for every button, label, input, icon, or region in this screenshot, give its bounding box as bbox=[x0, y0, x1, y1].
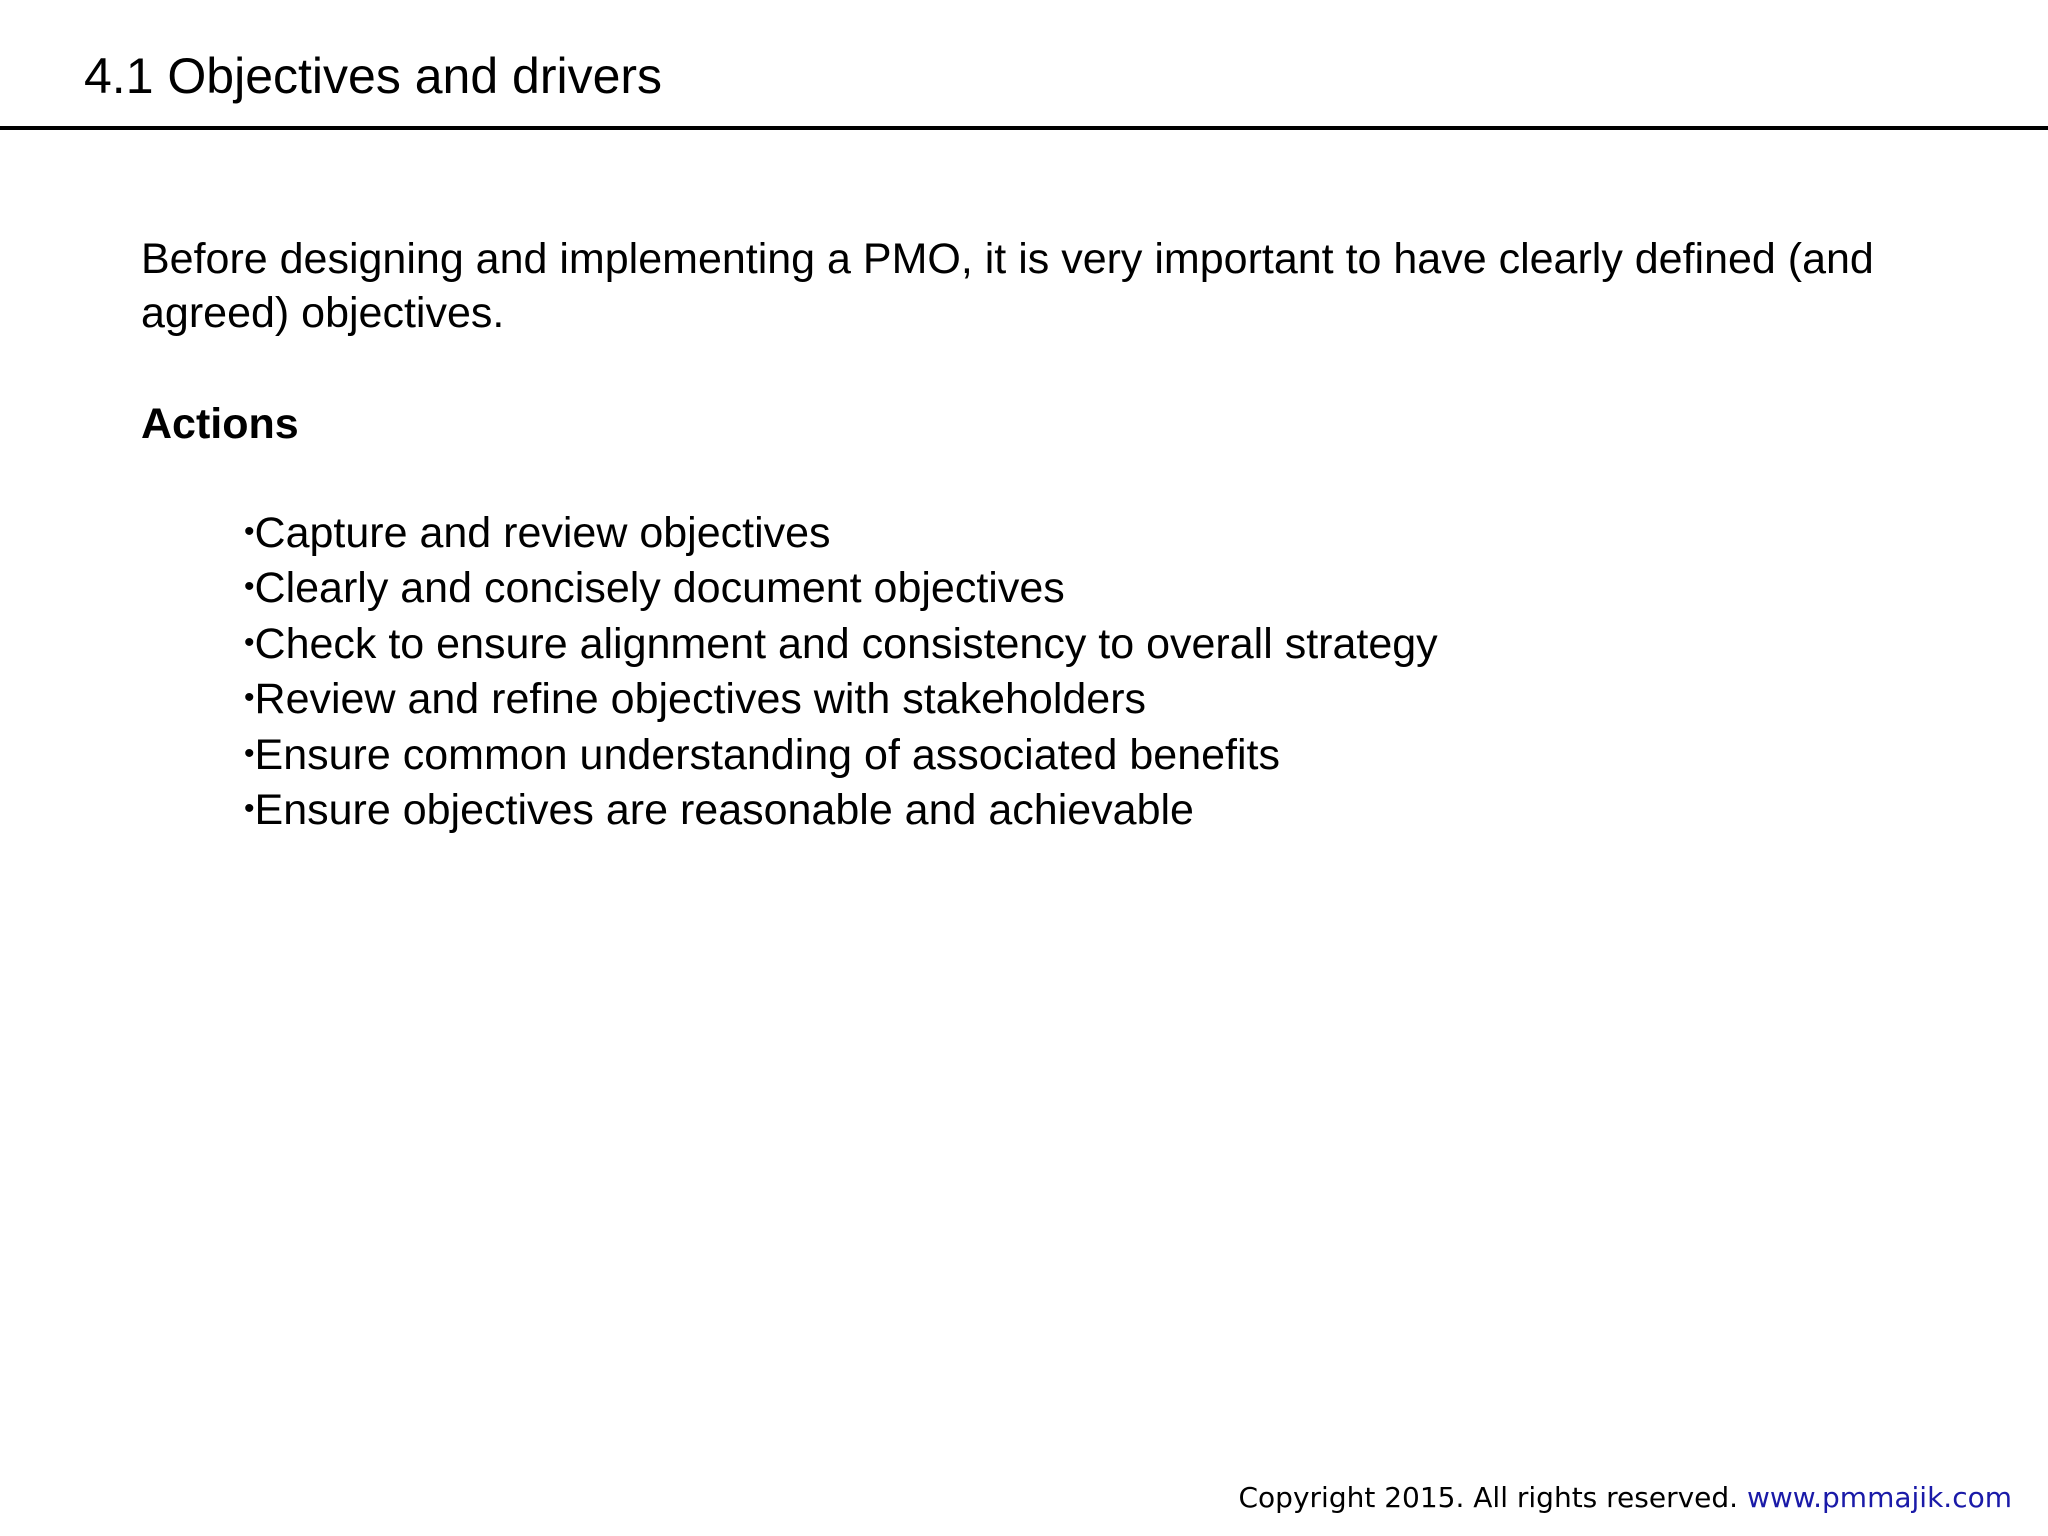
bullet-icon: • bbox=[244, 736, 255, 770]
action-text: Review and refine objectives with stakeholders bbox=[254, 675, 1147, 724]
action-text: Check to ensure alignment and consistency to overall strategy bbox=[254, 619, 1438, 668]
bullet-icon: • bbox=[244, 625, 255, 659]
bullet-icon: • bbox=[244, 681, 255, 715]
copyright-text: Copyright 2015. All rights reserved. bbox=[1238, 1481, 1739, 1514]
slide-title: 4.1 Objectives and drivers bbox=[84, 48, 663, 104]
action-text: Capture and review objectives bbox=[254, 509, 831, 557]
actions-heading: Actions bbox=[141, 400, 299, 448]
list-item bbox=[244, 505, 1438, 560]
title-divider bbox=[0, 126, 2048, 130]
action-text: Clearly and concisely document objectives bbox=[254, 564, 1065, 613]
bullet-icon: • bbox=[244, 515, 255, 548]
list-item bbox=[244, 616, 1438, 671]
list-item bbox=[244, 560, 1438, 615]
action-text: Ensure objectives are reasonable and achievable bbox=[254, 786, 1194, 835]
actions-list bbox=[244, 505, 1438, 837]
bullet-icon: • bbox=[244, 792, 255, 826]
intro-paragraph: Before designing and implementing a PMO, it is very important to have clearly defined (and agreed) objectives. bbox=[141, 235, 1874, 337]
list-item bbox=[244, 671, 1438, 726]
list-item bbox=[244, 727, 1438, 782]
website-link[interactable]: www.pmmajik.com bbox=[1747, 1481, 2012, 1514]
action-text: Ensure common understanding of associated benefits bbox=[254, 730, 1280, 779]
bullet-icon: • bbox=[244, 570, 255, 604]
footer bbox=[1239, 1480, 2013, 1516]
list-item bbox=[244, 782, 1438, 837]
